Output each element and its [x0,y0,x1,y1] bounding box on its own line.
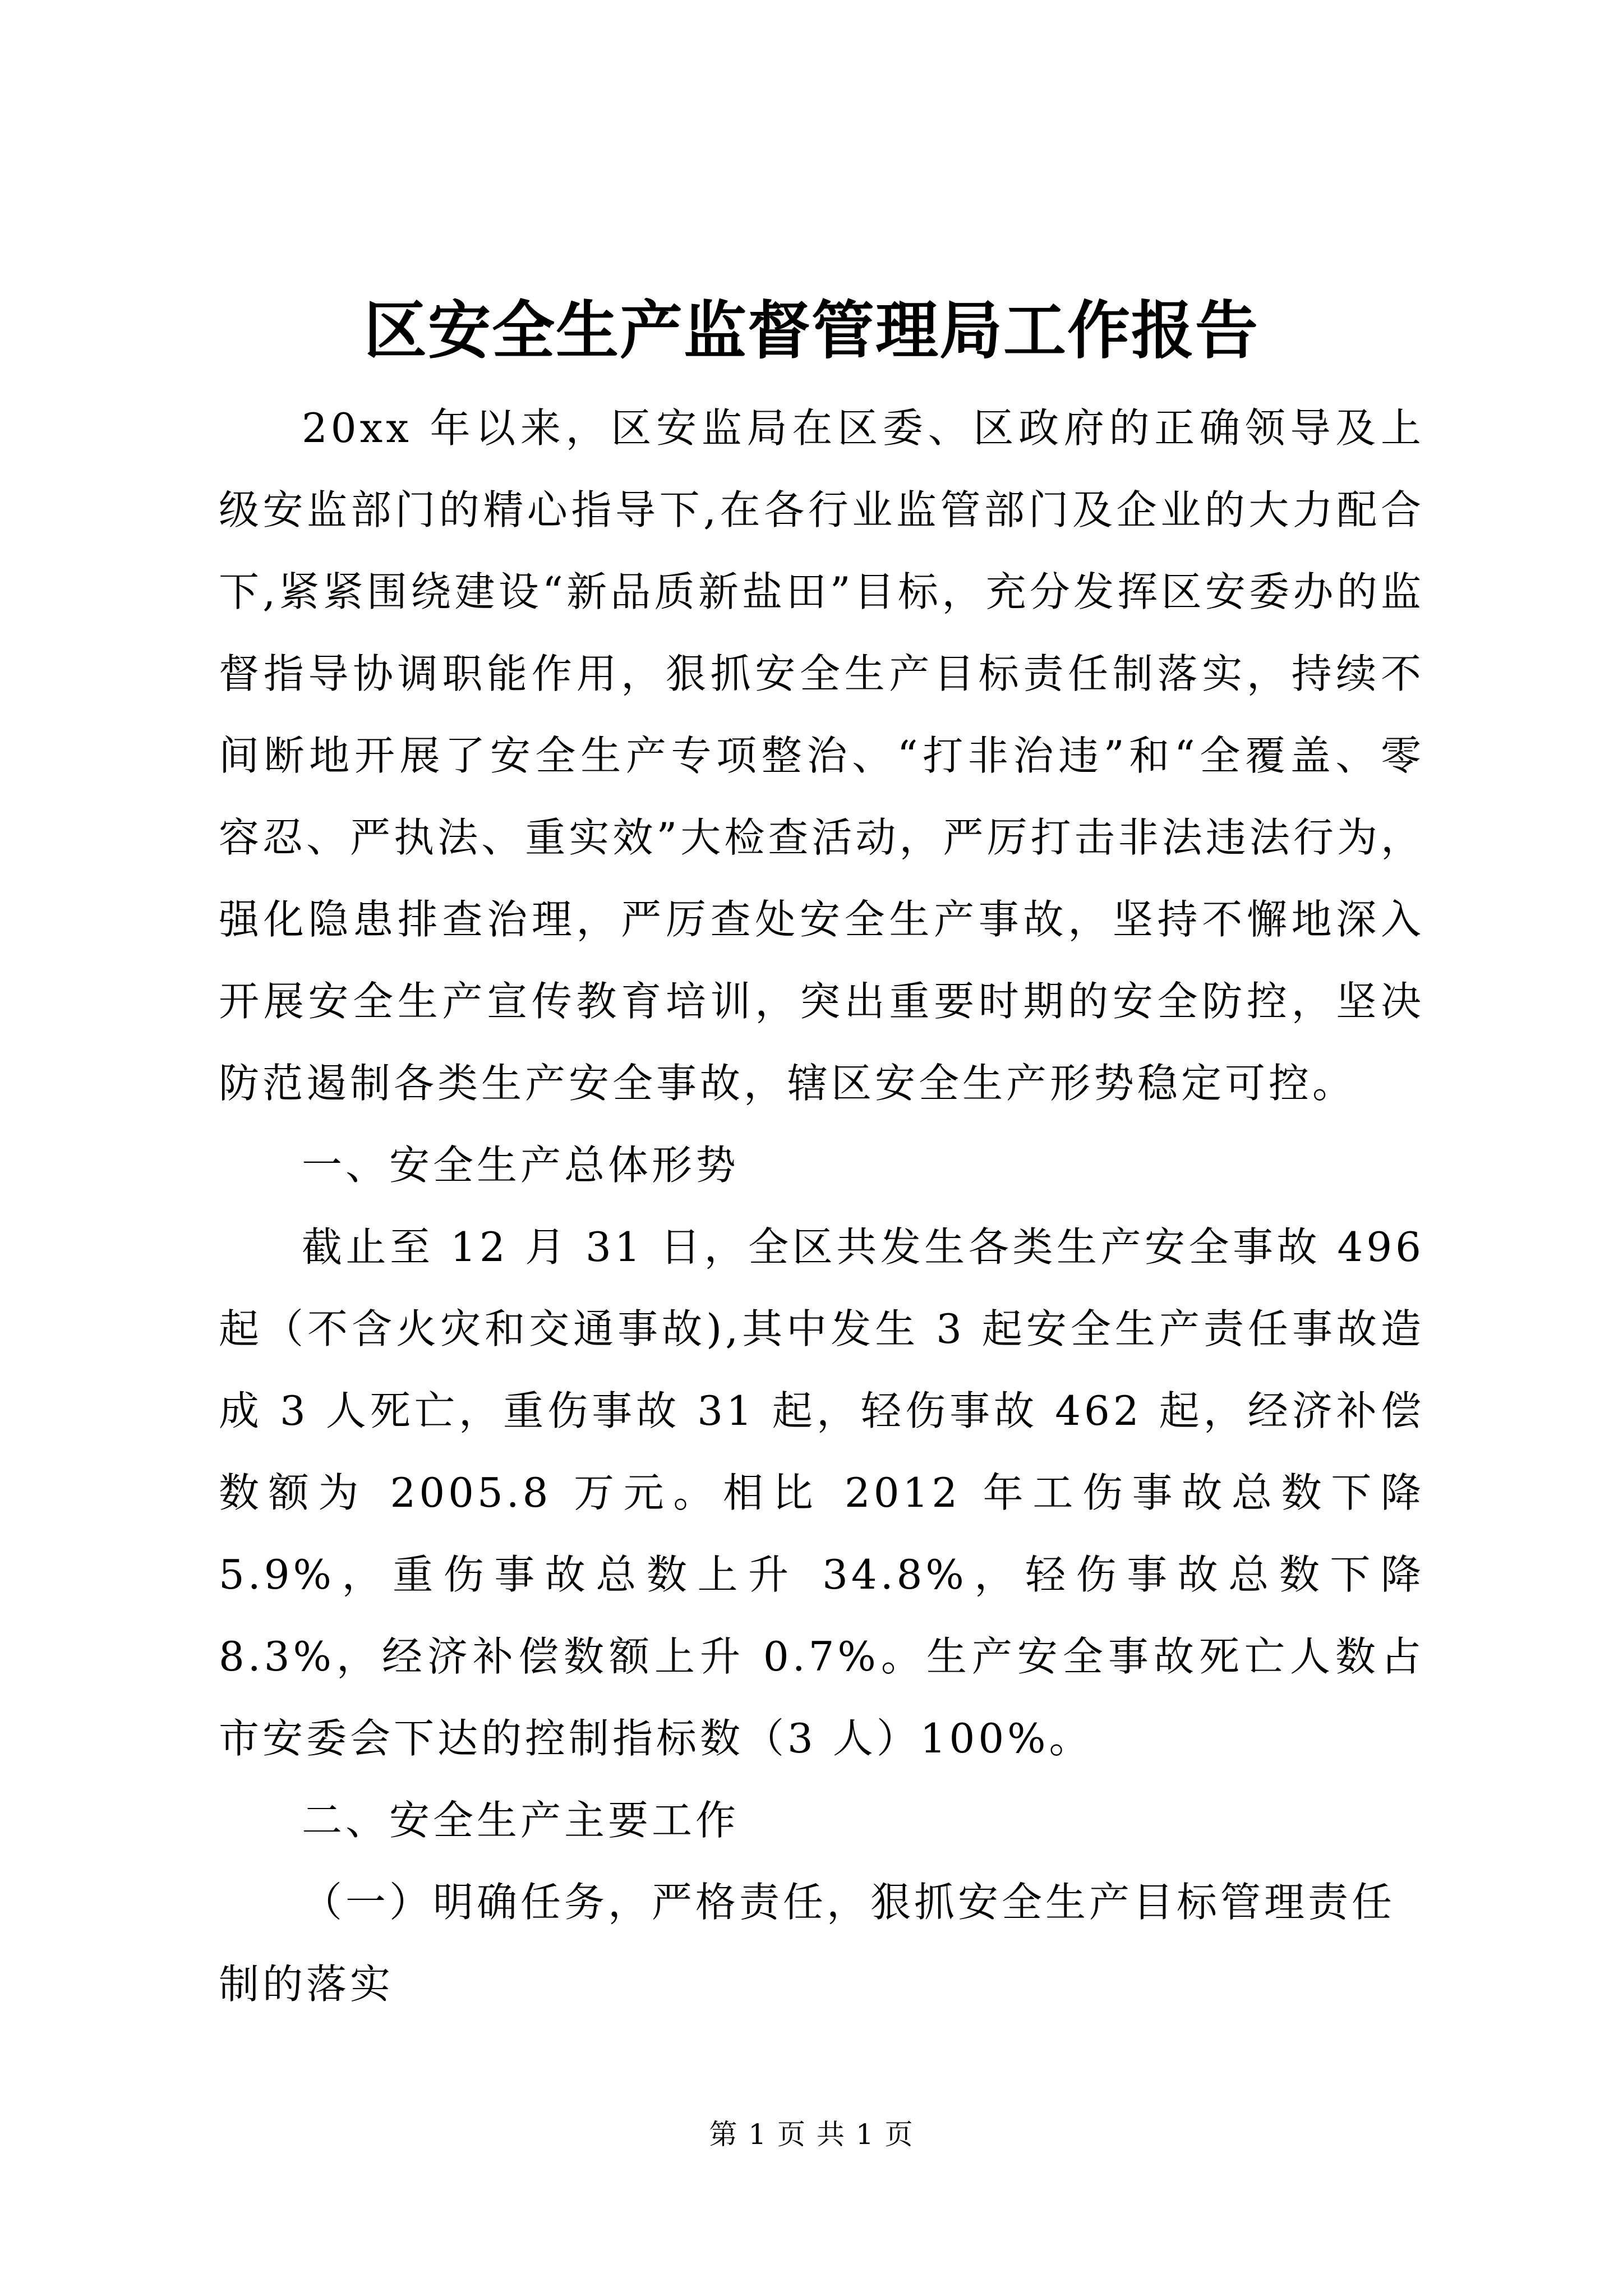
document-body [219,387,1424,2025]
section-heading-2: 二、安全生产主要工作 [302,1797,740,1844]
subsection-heading-1: （一）明确任务，严格责任，狠抓安全生产目标管理责任制的落实 [219,1879,1396,2008]
situation-paragraph: 截止至 12 月 31 日，全区共发生各类生产安全事故 496 起（不含火灾和交通事故),其中发生 3 起安全生产责任事故造成 3 人死亡，重伤事故 31 起，轻伤事故 462 起，经济补偿数额为 2005.8 万元。相比 2012 年工伤事故总数下降 5.9%，重伤事故总数上升 34.8%，轻伤事故总数下降 8.3%，经济补偿数额上升 0.7%。生产安全事故死亡人数占市安委会下达的控制指标数（3 人）100%。 [219,1223,1424,1762]
section-heading-1: 一、安全生产总体形势 [302,1142,740,1189]
page-footer: 第 1 页 共 1 页 [709,2118,914,2151]
document-title: 区安全生产监督管理局工作报告 [364,294,1259,367]
intro-paragraph: 20xx 年以来，区安监局在区委、区政府的正确领导及上级安监部门的精心指导下,在各行业监管部门及企业的大力配合下,紧紧围绕建设“新品质新盐田”目标，充分发挥区安委办的监督指导协调职能作用，狠抓安全生产目标责任制落实，持续不间断地开展了安全生产专项整治、“打非治违”和“全覆盖、零容忍、严执法、重实效”大检查活动，严厉打击非法违法行为，强化隐患排查治理，严厉查处安全生产事故，坚持不懈地深入开展安全生产宣传教育培训，突出重要时期的安全防控，坚决防范遏制各类生产安全事故，辖区安全生产形势稳定可控。 [219,404,1424,1107]
